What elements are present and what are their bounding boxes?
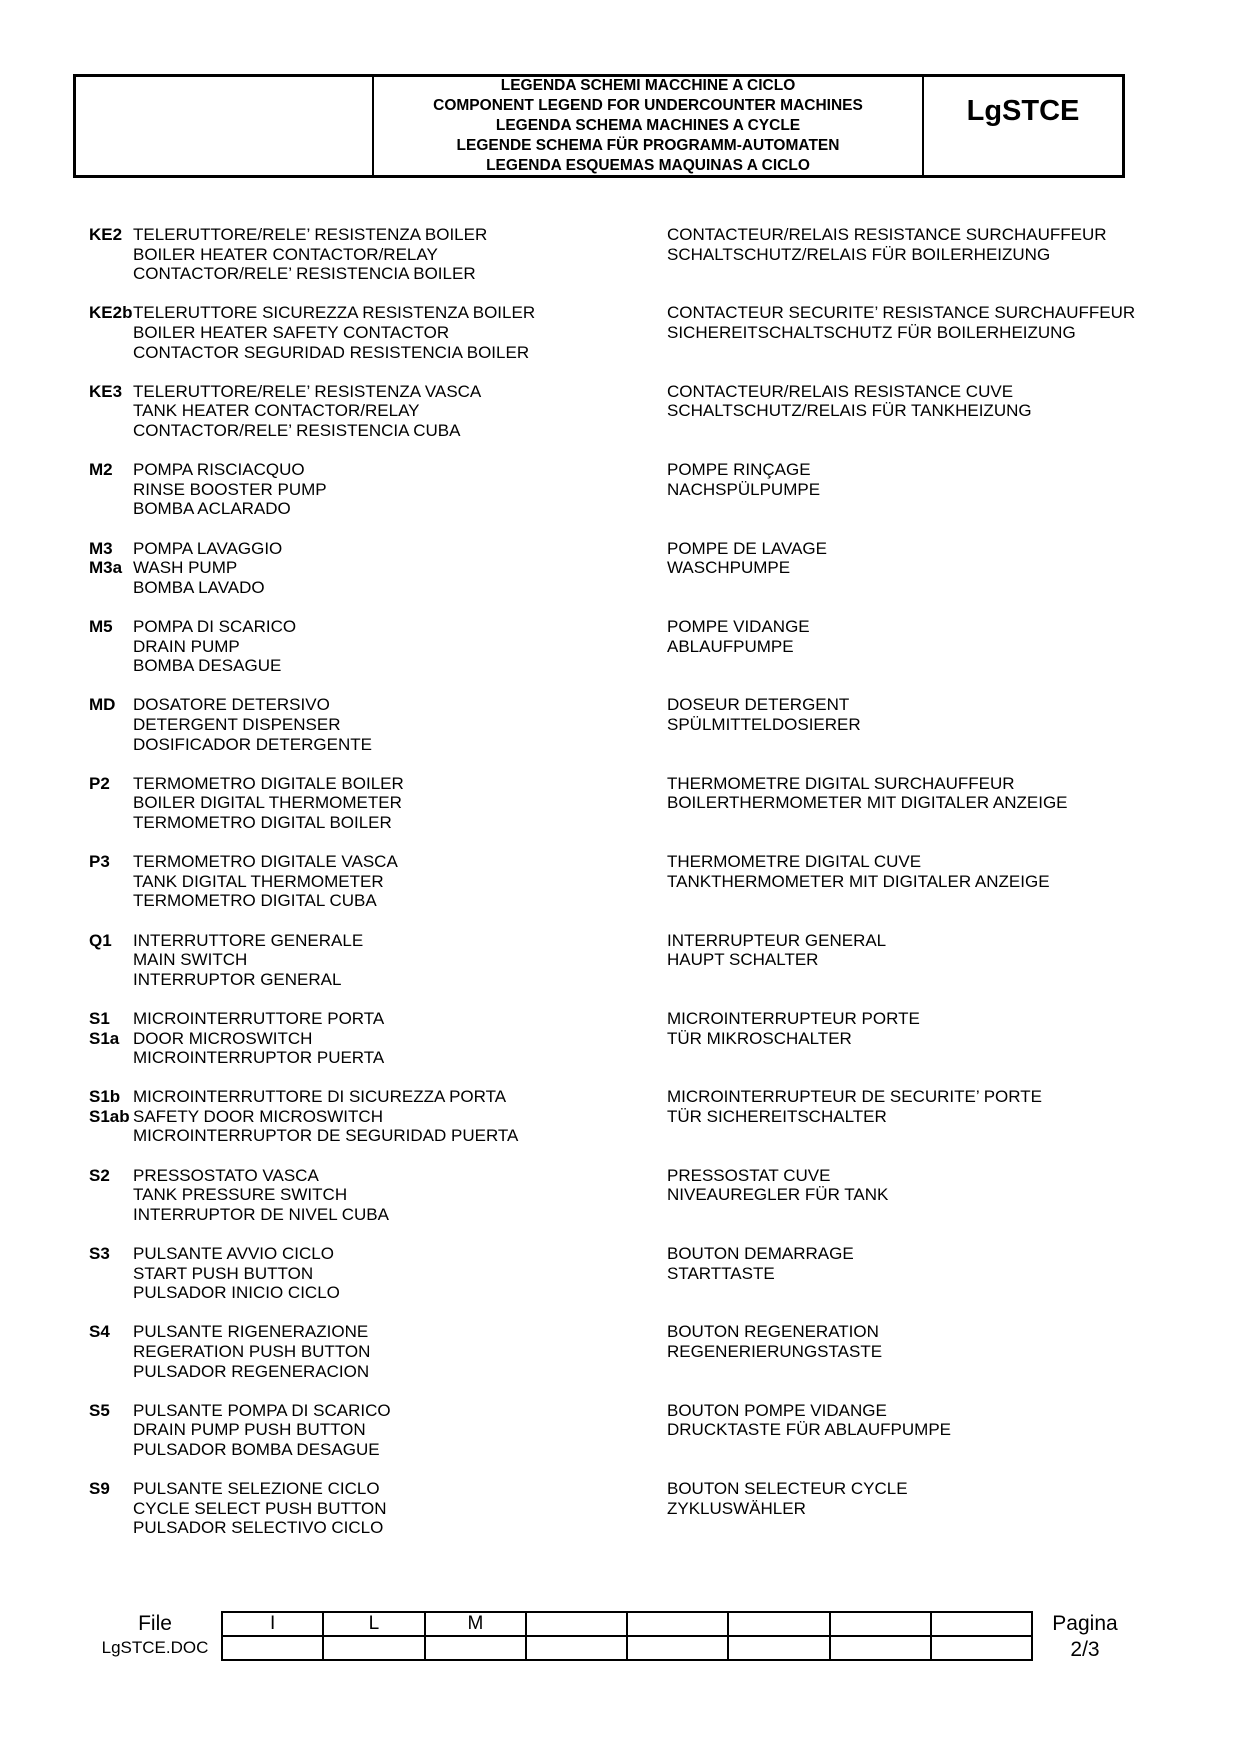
component-code: S1b xyxy=(89,1087,121,1107)
header-title xyxy=(374,77,924,175)
description-line: BOMBA DESAGUE xyxy=(133,656,282,676)
description-line: WASCHPUMPE xyxy=(667,558,791,578)
description-line: MAIN SWITCH xyxy=(133,950,248,970)
description-line: CYCLE SELECT PUSH BUTTON xyxy=(133,1498,387,1518)
legend-entry xyxy=(89,225,1139,303)
description-it-en-es xyxy=(133,695,667,773)
component-code: S5 xyxy=(89,1400,110,1420)
description-it-en-es xyxy=(133,774,667,852)
component-codes xyxy=(89,1087,133,1165)
description-line: DOSATORE DETERSIVO xyxy=(133,695,330,715)
description-line: POMPA LAVAGGIO xyxy=(133,538,283,558)
description-fr-de xyxy=(667,852,1139,930)
component-codes xyxy=(89,1479,133,1557)
description-line: STARTTASTE xyxy=(667,1263,775,1283)
description-line: MICROINTERRUTTORE PORTA xyxy=(133,1008,385,1028)
description-line: BOMBA ACLARADO xyxy=(133,499,291,519)
description-fr-de xyxy=(667,1322,1139,1400)
component-code: KE2 xyxy=(89,225,123,244)
description-line: TERMOMETRO DIGITALE BOILER xyxy=(133,773,404,793)
component-code: KE2b xyxy=(89,303,133,323)
description-line: POMPE DE LAVAGE xyxy=(667,538,827,558)
legend-entry xyxy=(89,1401,1139,1479)
revision-cell: L xyxy=(323,1612,424,1636)
description-it-en-es xyxy=(133,1087,667,1165)
description-line: MICROINTERRUPTEUR DE SECURITE’ PORTE xyxy=(667,1087,1042,1107)
component-codes xyxy=(89,382,133,460)
description-it-en-es xyxy=(133,539,667,617)
description-it-en-es xyxy=(133,931,667,1009)
component-codes xyxy=(89,1244,133,1322)
description-line: POMPE RINÇAGE xyxy=(667,460,811,480)
component-codes xyxy=(89,225,133,303)
description-it-en-es xyxy=(133,303,667,381)
description-line: TANK HEATER CONTACTOR/RELAY xyxy=(133,401,420,421)
description-line: BOILER HEATER CONTACTOR/RELAY xyxy=(133,244,438,264)
description-line: CONTACTOR SEGURIDAD RESISTENCIA BOILER xyxy=(133,342,530,362)
description-line: ZYKLUSWÄHLER xyxy=(667,1498,806,1518)
component-code: S4 xyxy=(89,1322,110,1342)
description-line: DRAIN PUMP xyxy=(133,636,240,656)
description-line: SCHALTSCHUTZ/RELAIS FÜR TANKHEIZUNG xyxy=(667,401,1032,421)
component-codes xyxy=(89,460,133,538)
description-line: CONTACTEUR/RELAIS RESISTANCE SURCHAUFFEUR xyxy=(667,225,1107,244)
description-line: SAFETY DOOR MICROSWITCH xyxy=(133,1106,383,1126)
description-line: TÜR SICHEREITSCHALTER xyxy=(667,1106,887,1126)
description-it-en-es xyxy=(133,1244,667,1322)
component-code: M5 xyxy=(89,616,113,636)
description-it-en-es xyxy=(133,1479,667,1557)
description-line: MICROINTERRUPTEUR PORTE xyxy=(667,1008,920,1028)
description-line: INTERRUTTORE GENERALE xyxy=(133,930,364,950)
legend-entry xyxy=(89,1009,1139,1087)
description-it-en-es xyxy=(133,460,667,538)
page-number: 2/3 xyxy=(1070,1638,1100,1661)
component-code: M2 xyxy=(89,460,113,480)
revision-cell xyxy=(728,1612,829,1636)
description-line: SCHALTSCHUTZ/RELAIS FÜR BOILERHEIZUNG xyxy=(667,244,1051,264)
description-line: PULSANTE RIGENERAZIONE xyxy=(133,1322,369,1342)
component-code: S3 xyxy=(89,1244,110,1264)
description-line: BOILERTHERMOMETER MIT DIGITALER ANZEIGE xyxy=(667,793,1068,813)
description-line: DOOR MICROSWITCH xyxy=(133,1028,313,1048)
description-line: CONTACTEUR SECURITE’ RESISTANCE SURCHAUFFEUR xyxy=(667,303,1136,323)
component-codes xyxy=(89,931,133,1009)
description-fr-de xyxy=(667,1009,1139,1087)
description-line: THERMOMETRE DIGITAL CUVE xyxy=(667,852,922,872)
description-line: PULSADOR BOMBA DESAGUE xyxy=(133,1440,380,1460)
description-line: NACHSPÜLPUMPE xyxy=(667,479,821,499)
revision-cell xyxy=(931,1612,1032,1636)
description-line: TELERUTTORE/RELE’ RESISTENZA BOILER xyxy=(133,225,488,244)
component-codes xyxy=(89,617,133,695)
description-line: TANKTHERMOMETER MIT DIGITALER ANZEIGE xyxy=(667,871,1050,891)
legend-entry xyxy=(89,539,1139,617)
header-title-line: COMPONENT LEGEND FOR UNDERCOUNTER MACHINES xyxy=(433,97,863,114)
revision-cell xyxy=(931,1636,1032,1660)
revision-cell xyxy=(526,1612,627,1636)
component-code: M3a xyxy=(89,558,123,578)
description-line: DETERGENT DISPENSER xyxy=(133,714,341,734)
description-line: BOUTON DEMARRAGE xyxy=(667,1244,854,1264)
legend-entry xyxy=(89,303,1139,381)
description-it-en-es xyxy=(133,617,667,695)
legend-entry xyxy=(89,931,1139,1009)
description-line: PRESSOSTATO VASCA xyxy=(133,1165,319,1185)
component-code: S1ab xyxy=(89,1106,130,1126)
header-title-line: LEGENDA ESQUEMAS MAQUINAS A CICLO xyxy=(486,157,810,174)
revision-cell xyxy=(728,1636,829,1660)
description-line: CONTACTEUR/RELAIS RESISTANCE CUVE xyxy=(667,381,1014,401)
description-it-en-es xyxy=(133,1009,667,1087)
component-code: MD xyxy=(89,695,116,715)
description-line: SPÜLMITTELDOSIERER xyxy=(667,714,861,734)
description-fr-de xyxy=(667,1166,1139,1244)
description-line: WASH PUMP xyxy=(133,558,238,578)
description-line: SICHEREITSCHALTSCHUTZ FÜR BOILERHEIZUNG xyxy=(667,322,1076,342)
description-line: TERMOMETRO DIGITALE VASCA xyxy=(133,852,398,872)
header-logo-cell xyxy=(76,77,374,175)
description-line: RINSE BOOSTER PUMP xyxy=(133,479,327,499)
description-line: POMPA DI SCARICO xyxy=(133,616,297,636)
description-line: MICROINTERRUPTOR DE SEGURIDAD PUERTA xyxy=(133,1126,519,1146)
header-title-line: LEGENDE SCHEMA FÜR PROGRAMM-AUTOMATEN xyxy=(456,137,840,154)
page-label: Pagina xyxy=(1052,1612,1118,1635)
description-it-en-es xyxy=(133,1401,667,1479)
component-codes xyxy=(89,303,133,381)
component-code: M3 xyxy=(89,538,113,558)
description-fr-de xyxy=(667,695,1139,773)
component-codes xyxy=(89,1166,133,1244)
description-line: DRAIN PUMP PUSH BUTTON xyxy=(133,1420,366,1440)
component-legend xyxy=(89,225,1139,1558)
file-block xyxy=(90,1611,220,1659)
revision-cell xyxy=(323,1636,424,1660)
description-fr-de xyxy=(667,225,1139,303)
legend-entry xyxy=(89,1166,1139,1244)
description-fr-de xyxy=(667,774,1139,852)
description-line: PULSADOR SELECTIVO CICLO xyxy=(133,1518,384,1538)
component-codes xyxy=(89,774,133,852)
description-line: DOSEUR DETERGENT xyxy=(667,695,850,715)
description-fr-de xyxy=(667,460,1139,538)
component-codes xyxy=(89,1401,133,1479)
description-line: PRESSOSTAT CUVE xyxy=(667,1165,831,1185)
document-footer xyxy=(90,1611,1140,1667)
revision-cell xyxy=(830,1636,931,1660)
revision-cell xyxy=(627,1612,728,1636)
legend-entry xyxy=(89,852,1139,930)
description-fr-de xyxy=(667,1479,1139,1557)
description-fr-de xyxy=(667,617,1139,695)
description-fr-de xyxy=(667,382,1139,460)
description-line: POMPA RISCIACQUO xyxy=(133,460,305,480)
description-line: TANK DIGITAL THERMOMETER xyxy=(133,871,384,891)
description-line: PULSADOR INICIO CICLO xyxy=(133,1283,340,1303)
legend-entry xyxy=(89,774,1139,852)
description-line: DOSIFICADOR DETERGENTE xyxy=(133,734,372,754)
document-header xyxy=(73,74,1125,178)
description-line: THERMOMETRE DIGITAL SURCHAUFFEUR xyxy=(667,773,1015,793)
description-line: BOILER DIGITAL THERMOMETER xyxy=(133,793,402,813)
file-label: File xyxy=(138,1612,172,1635)
description-line: TELERUTTORE/RELE’ RESISTENZA VASCA xyxy=(133,381,482,401)
description-line: START PUSH BUTTON xyxy=(133,1263,314,1283)
legend-entry xyxy=(89,695,1139,773)
description-line: CONTACTOR/RELE’ RESISTENCIA BOILER xyxy=(133,264,476,284)
revision-cell xyxy=(526,1636,627,1660)
description-line: TELERUTTORE SICUREZZA RESISTENZA BOILER xyxy=(133,303,536,323)
revision-table xyxy=(221,1611,1033,1661)
description-line: HAUPT SCHALTER xyxy=(667,950,819,970)
page-block xyxy=(1040,1611,1130,1663)
revision-cell: M xyxy=(425,1612,526,1636)
description-fr-de xyxy=(667,1401,1139,1479)
description-fr-de xyxy=(667,303,1139,381)
revision-row xyxy=(222,1636,1032,1660)
legend-entry xyxy=(89,460,1139,538)
legend-entry xyxy=(89,1479,1139,1557)
description-line: BOUTON SELECTEUR CYCLE xyxy=(667,1479,908,1499)
description-line: TANK PRESSURE SWITCH xyxy=(133,1185,348,1205)
revision-cell xyxy=(222,1636,323,1660)
revision-cell xyxy=(830,1612,931,1636)
component-code: S2 xyxy=(89,1165,110,1185)
description-line: DRUCKTASTE FÜR ABLAUFPUMPE xyxy=(667,1420,952,1440)
description-line: REGENERIERUNGSTASTE xyxy=(667,1342,883,1362)
description-line: TERMOMETRO DIGITAL BOILER xyxy=(133,812,392,832)
description-line: BOUTON REGENERATION xyxy=(667,1322,879,1342)
legend-entry xyxy=(89,1322,1139,1400)
description-line: CONTACTOR/RELE’ RESISTENCIA CUBA xyxy=(133,420,461,440)
description-fr-de xyxy=(667,1087,1139,1165)
legend-entry xyxy=(89,1244,1139,1322)
component-code: Q1 xyxy=(89,930,112,950)
component-code: KE3 xyxy=(89,381,123,401)
component-code: S9 xyxy=(89,1479,110,1499)
description-line: BOILER HEATER SAFETY CONTACTOR xyxy=(133,322,450,342)
description-line: MICROINTERRUTTORE DI SICUREZZA PORTA xyxy=(133,1087,507,1107)
component-codes xyxy=(89,852,133,930)
description-it-en-es xyxy=(133,225,667,303)
component-code: P3 xyxy=(89,852,110,872)
description-line: ABLAUFPUMPE xyxy=(667,636,794,656)
description-line: BOMBA LAVADO xyxy=(133,577,265,597)
description-fr-de xyxy=(667,539,1139,617)
description-it-en-es xyxy=(133,1322,667,1400)
description-line: PULSANTE AVVIO CICLO xyxy=(133,1244,334,1264)
description-line: TÜR MIKROSCHALTER xyxy=(667,1028,852,1048)
description-line: REGERATION PUSH BUTTON xyxy=(133,1342,371,1362)
legend-entry xyxy=(89,1087,1139,1165)
component-code: P2 xyxy=(89,773,110,793)
description-it-en-es xyxy=(133,382,667,460)
description-line: TERMOMETRO DIGITAL CUBA xyxy=(133,891,377,911)
description-line: BOUTON POMPE VIDANGE xyxy=(667,1400,887,1420)
description-line: PULSADOR REGENERACION xyxy=(133,1361,370,1381)
description-line: PULSANTE SELEZIONE CICLO xyxy=(133,1479,380,1499)
legend-entry xyxy=(89,382,1139,460)
description-line: POMPE VIDANGE xyxy=(667,616,810,636)
description-line: MICROINTERRUPTOR PUERTA xyxy=(133,1048,385,1068)
legend-entry xyxy=(89,617,1139,695)
revision-cell xyxy=(425,1636,526,1660)
component-codes xyxy=(89,695,133,773)
revision-cell xyxy=(627,1636,728,1660)
description-line: PULSANTE POMPA DI SCARICO xyxy=(133,1400,391,1420)
description-line: INTERRUPTEUR GENERAL xyxy=(667,930,887,950)
description-fr-de xyxy=(667,931,1139,1009)
component-codes xyxy=(89,1009,133,1087)
description-line: INTERRUPTOR GENERAL xyxy=(133,969,342,989)
component-codes xyxy=(89,1322,133,1400)
revision-cell: I xyxy=(222,1612,323,1636)
description-line: INTERRUPTOR DE NIVEL CUBA xyxy=(133,1204,389,1224)
component-code: S1 xyxy=(89,1008,110,1028)
description-line: NIVEAUREGLER FÜR TANK xyxy=(667,1185,889,1205)
component-code: S1a xyxy=(89,1028,120,1048)
description-it-en-es xyxy=(133,1166,667,1244)
document-code: LgSTCE xyxy=(966,95,1080,127)
component-codes xyxy=(89,539,133,617)
revision-row xyxy=(222,1612,1032,1636)
header-title-line: LEGENDA SCHEMA MACHINES A CYCLE xyxy=(495,117,801,134)
description-fr-de xyxy=(667,1244,1139,1322)
description-it-en-es xyxy=(133,852,667,930)
file-name: LgSTCE.DOC xyxy=(101,1638,209,1657)
header-title-line: LEGENDA SCHEMI MACCHINE A CICLO xyxy=(500,77,796,94)
